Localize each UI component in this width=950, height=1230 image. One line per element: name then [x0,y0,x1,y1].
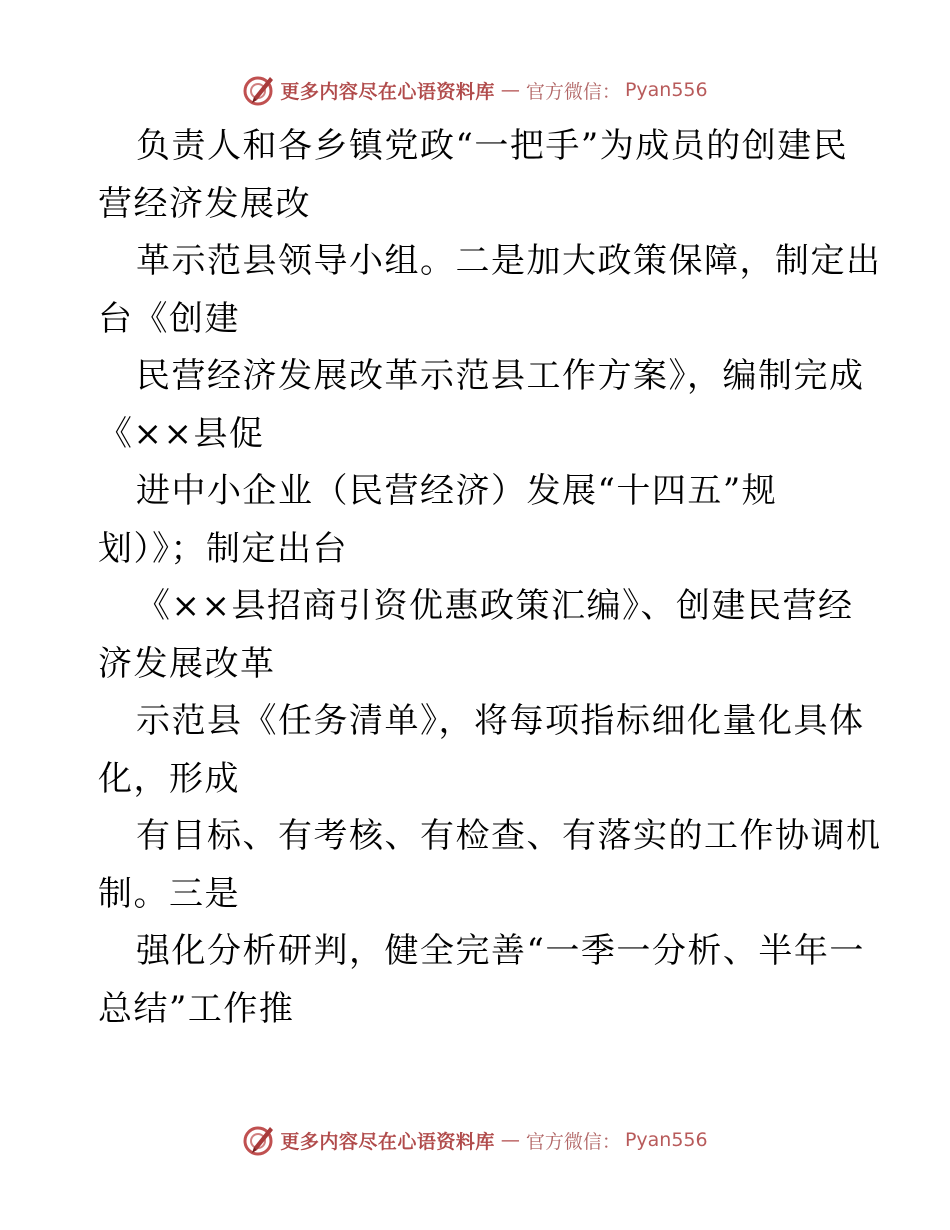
text-line: 进中小企业（民营经济）发展“十四五”规 [136,471,778,511]
text-line: 化，形成 [98,758,240,799]
text-line: 有目标、有考核、有检查、有落实的工作协调机 [136,816,882,856]
text-line: 总结”工作推 [98,988,295,1029]
text-line: 强化分析研判，健全完善“一季一分析、半年一 [136,931,865,971]
watermark-brand: 更多内容尽在心语资料库 [280,1130,495,1153]
text-line: 示范县《任务清单》，将每项指标细化量化具体 [136,701,865,741]
text-line: 营经济发展改 [98,183,311,224]
document-body [98,118,882,1038]
text-line: 革示范县领导小组。二是加大政策保障，制定出 [136,241,882,281]
footer-watermark [0,1118,950,1162]
text-line: 台《创建 [98,298,240,339]
text-line: 划）》；制定出台 [98,528,348,569]
watermark-separator: — [500,1129,520,1151]
watermark-wechat-id: Pyan556 [624,79,708,101]
text-line: 《××县促 [98,413,265,454]
watermark-wechat-label: 官方微信： [525,80,621,103]
text-line: 负责人和各乡镇党政“一把手”为成员的创建民 [136,126,849,166]
text-line: 济发展改革 [98,643,276,684]
text-line: 民营经济发展改革示范县工作方案》，编制完成 [136,356,865,396]
text-line: 《××县招商引资优惠政策汇编》、创建民营经 [136,586,854,626]
pen-logo-icon [242,73,276,107]
watermark-brand: 更多内容尽在心语资料库 [280,80,495,103]
pen-logo-icon [242,1123,276,1157]
watermark-wechat-id: Pyan556 [624,1129,708,1151]
text-line: 制。三是 [98,873,240,914]
watermark-wechat-label: 官方微信： [525,1130,621,1153]
header-watermark [0,68,950,112]
watermark-separator: — [500,79,520,101]
